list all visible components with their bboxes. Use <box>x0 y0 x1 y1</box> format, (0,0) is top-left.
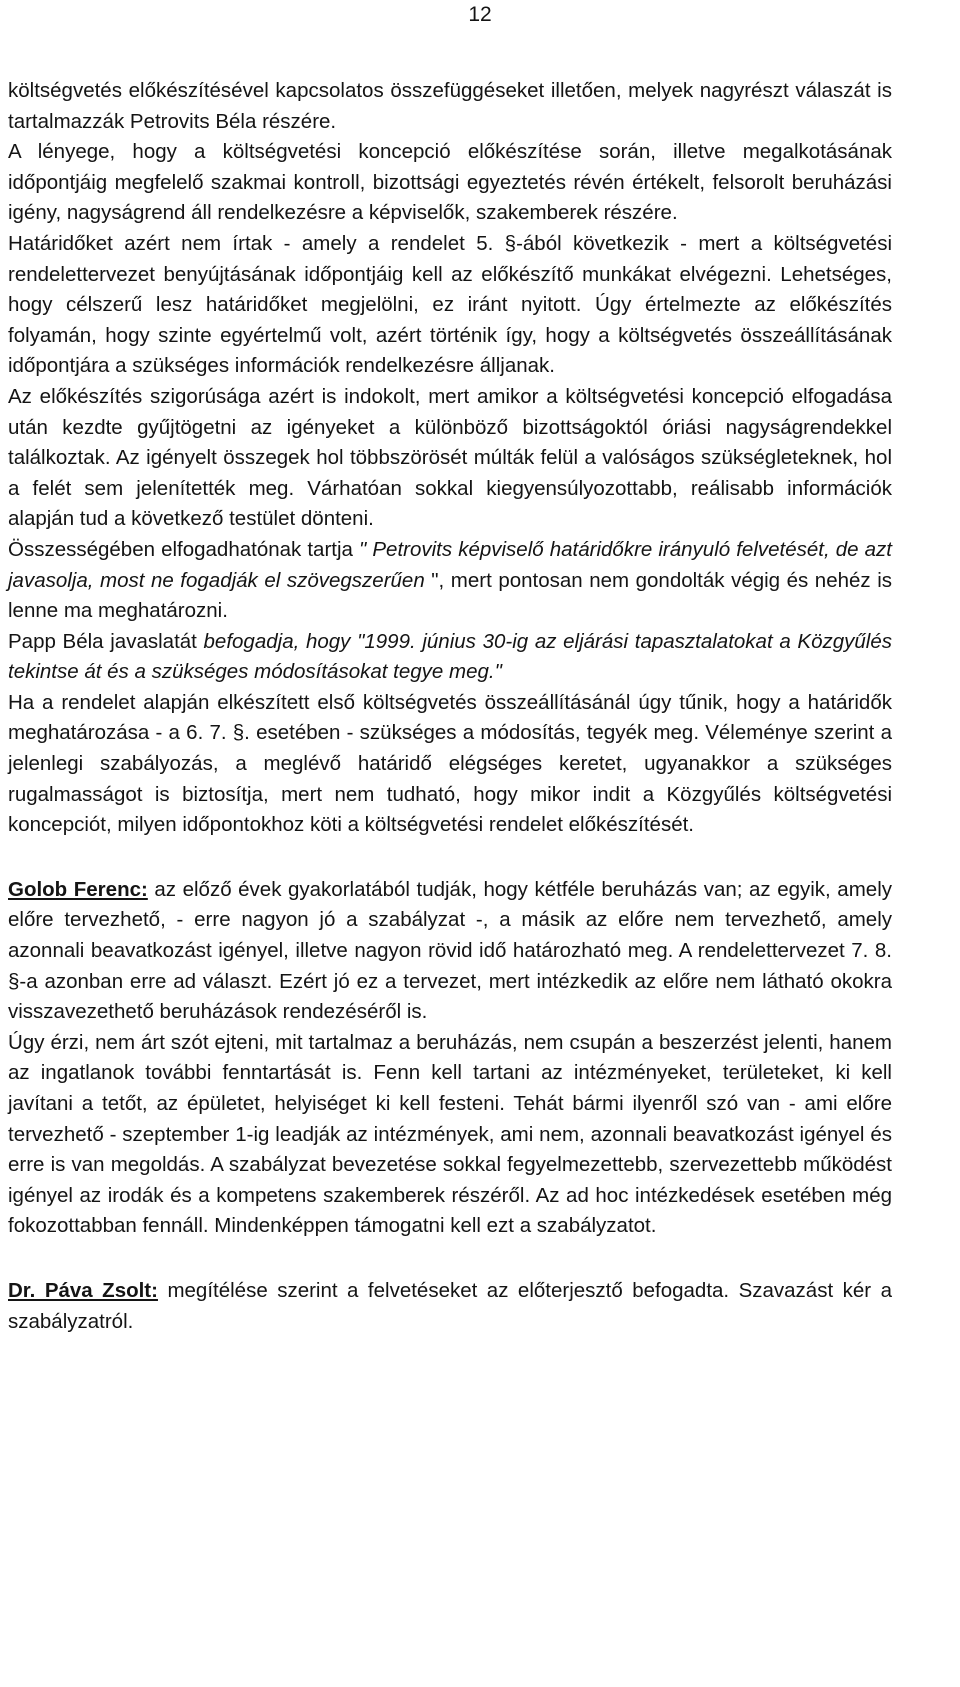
paragraph-8 <box>8 875 892 1028</box>
paragraph-10 <box>8 1276 892 1337</box>
paragraph-3: Határidőket azért nem írtak - amely a rendelet 5. §-ából következik - mert a költségvetési rendelettervezet benyújtásának időpontjáig kell az előkészítő munkákat elvégezni. Lehetséges, hogy célszerű lesz határidőket megjelölni, ez iránt nyitott. Úgy értelmezte az előkészítés folyamán, hogy szinte egyértelmű volt, azért történik így, hogy a költségvetés összeállításának időpontjára a szükséges információk rendelkezésre álljanak. <box>8 231 892 378</box>
document-body <box>8 76 892 1337</box>
paragraph-5-end: ", mert pontosan nem gondolták végig és nehéz is lenne ma meghatározni. <box>8 568 892 623</box>
paragraph-1: költségvetés előkészítésével kapcsolatos összefüggéseket illetően, melyek nagyrészt válaszát is tartalmazzák Petrovits Béla részére. <box>8 79 892 133</box>
paragraph-6-intro: Papp Béla javaslatát <box>8 629 204 653</box>
paragraph-2: A lényege, hogy a költségvetési koncepció előkészítése során, illetve megalkotásának időpontjáig megfelelő szakmai kontroll, bizottsági egyeztetés révén értékelt, felsorolt beruházási igény, nagyságrend áll rendelkezésre a képviselők, szakemberek részére. <box>8 140 892 225</box>
speaker-statement: megítélése szerint a felvetéseket az előterjesztő befogadta. Szavazást kér a szabályzatról. <box>8 1278 892 1333</box>
paragraph-gap <box>8 841 892 875</box>
paragraph-5 <box>8 535 892 627</box>
paragraph-gap <box>8 1242 892 1276</box>
paragraph-4: Az előkészítés szigorúsága azért is indokolt, mert amikor a költségvetési koncepció elfogadása után kezdte gyűjtögetni az igényeket a különböző bizottságoktól óriási nagyságrendekkel találkoztak. Az igényelt összegek hol többszörösét múlták felül a valóságos szükségleteknek, hol a felét sem jelenítették meg. Várhatóan sokkal kiegyensúlyozottabb, reálisabb információk alapján tud a következő testület dönteni. <box>8 384 892 531</box>
speaker-name: Golob Ferenc: <box>8 877 148 901</box>
speaker-statement: az előző évek gyakorlatából tudják, hogy kétféle beruházás van; az egyik, amely előre tervezhető, - erre nagyon jó a szabályzat -, a másik az előre nem tervezhető, amely azonnali beavatkozást igényel, illetve nagyon rövid idő határozható meg. A rendelettervezet 7. 8. §-a azonban erre ad választ. Ezért jó ez a tervezet, mert intézkedik az előre nem látható okokra visszavezethető beruházások rendezéséről is. <box>8 877 892 1024</box>
paragraph-5-quote: " Petrovits képviselő határidőkre irányuló felvetését, de azt javasolja, most ne fogadják el szövegszerűen <box>8 537 892 592</box>
paragraph-6-quote: befogadja, hogy "1999. június 30-ig az eljárási tapasztalatokat a Közgyűlés tekintse át és a szükséges módosításokat tegye meg." <box>8 629 892 684</box>
paragraph-9: Úgy érzi, nem árt szót ejteni, mit tartalmaz a beruházás, nem csupán a beszerzést jelenti, hanem az ingatlanok további fenntartását is. Fenn kell tartani az intézményeket, területeket, ki kell javítani a tetőt, az épületet, helyiséget ki kell festeni. Tehát bármi ilyenről szó van - ami előre tervezhető - szeptember 1-ig leadják az intézmények, ami nem, azonnali beavatkozást igényel és erre is van megoldás. A szabályzat bevezetése sokkal fegyelmezettebb, szervezettebb működést igényel az irodák és a kompetens szakemberek részéről. Az ad hoc intézkedések esetében még fokozottabban fennáll. Mindenképpen támogatni kell ezt a szabályzatot. <box>8 1030 892 1238</box>
page-number: 12 <box>468 3 492 26</box>
paragraph-5-intro: Összességében elfogadhatónak tartja <box>8 537 360 561</box>
speaker-name: Dr. Páva Zsolt: <box>8 1278 158 1302</box>
paragraph-6 <box>8 627 892 688</box>
paragraph-7: Ha a rendelet alapján elkészített első költségvetés összeállításánál úgy tűnik, hogy a határidők meghatározása - a 6. 7. §. esetében - szükséges a módosítás, tegyék meg. Véleménye szerint a jelenlegi szabályozás, a meglévő határidő elégséges keretet, ugyanakkor a szükséges rugalmasságot is biztosítja, mert nem tudható, hogy mikor indit a Közgyűlés költségvetési koncepciót, milyen időpontokhoz köti a költségvetési rendelet előkészítését. <box>8 690 892 837</box>
